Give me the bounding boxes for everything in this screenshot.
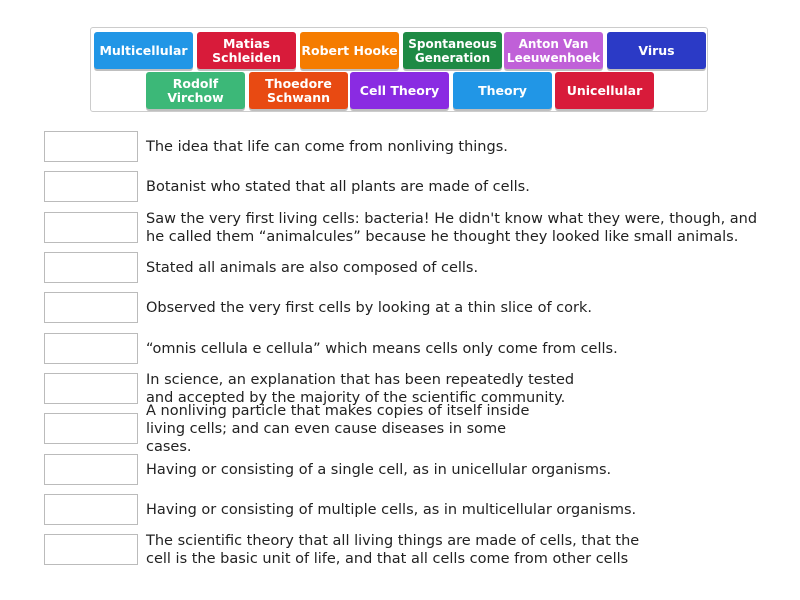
drop-box[interactable] xyxy=(44,212,138,243)
definition-row xyxy=(44,494,764,525)
answer-tile[interactable]: Virus xyxy=(607,32,706,69)
drop-box[interactable] xyxy=(44,252,138,283)
definition-text: The scientific theory that all living things are made of cells, that the cell is the basic unit of life, and that all cells come from other cells xyxy=(146,532,640,567)
definition-text: Stated all animals are also composed of cells. xyxy=(146,259,479,276)
definition-row xyxy=(44,292,764,323)
definition-text: A nonliving particle that makes copies of itself inside living cells; and can even cause diseases in some cases. xyxy=(146,402,530,455)
answer-tile[interactable]: Robert Hooke xyxy=(300,32,399,69)
definition-row xyxy=(44,333,764,364)
definition-row xyxy=(44,402,764,455)
definition-row xyxy=(44,534,764,565)
drop-box[interactable] xyxy=(44,373,138,404)
definition-text: Observed the very first cells by looking at a thin slice of cork. xyxy=(146,299,592,316)
answer-tile[interactable]: Anton Van Leeuwenhoek xyxy=(504,32,603,69)
definition-text: “omnis cellula e cellula” which means cells only come from cells. xyxy=(146,340,618,357)
answer-tile[interactable]: Theory xyxy=(453,72,552,109)
definition-text: Saw the very first living cells: bacteria! He didn't know what they were, though, and he called them “animalcules” because he thought they looked like small animals. xyxy=(146,210,758,245)
definition-text: Having or consisting of a single cell, as in unicellular organisms. xyxy=(146,461,612,478)
answer-tile[interactable]: Rodolf Virchow xyxy=(146,72,245,109)
drop-box[interactable] xyxy=(44,454,138,485)
drop-box[interactable] xyxy=(44,494,138,525)
definition-text: The idea that life can come from nonliving things. xyxy=(146,138,508,155)
drop-box[interactable] xyxy=(44,292,138,323)
definition-text: Having or consisting of multiple cells, as in multicellular organisms. xyxy=(146,501,637,518)
answer-tile[interactable]: Spontaneous Generation xyxy=(403,32,502,69)
definition-text: In science, an explanation that has been repeatedly tested and accepted by the majority of the scientific community. xyxy=(146,371,575,406)
answer-tile[interactable]: Multicellular xyxy=(94,32,193,69)
drop-box[interactable] xyxy=(44,413,138,444)
definition-row xyxy=(44,171,764,202)
drop-box[interactable] xyxy=(44,131,138,162)
drop-box[interactable] xyxy=(44,171,138,202)
answer-tile[interactable]: Cell Theory xyxy=(350,72,449,109)
answer-tile[interactable]: Thoedore Schwann xyxy=(249,72,348,109)
drop-box[interactable] xyxy=(44,333,138,364)
definition-row xyxy=(44,131,764,162)
definition-text: Botanist who stated that all plants are made of cells. xyxy=(146,178,530,195)
definition-row xyxy=(44,454,764,485)
answer-tile[interactable]: Matias Schleiden xyxy=(197,32,296,69)
drop-box[interactable] xyxy=(44,534,138,565)
definition-row xyxy=(44,373,764,404)
answer-tile[interactable]: Unicellular xyxy=(555,72,654,109)
definition-row xyxy=(44,252,764,283)
definition-row xyxy=(44,212,764,243)
